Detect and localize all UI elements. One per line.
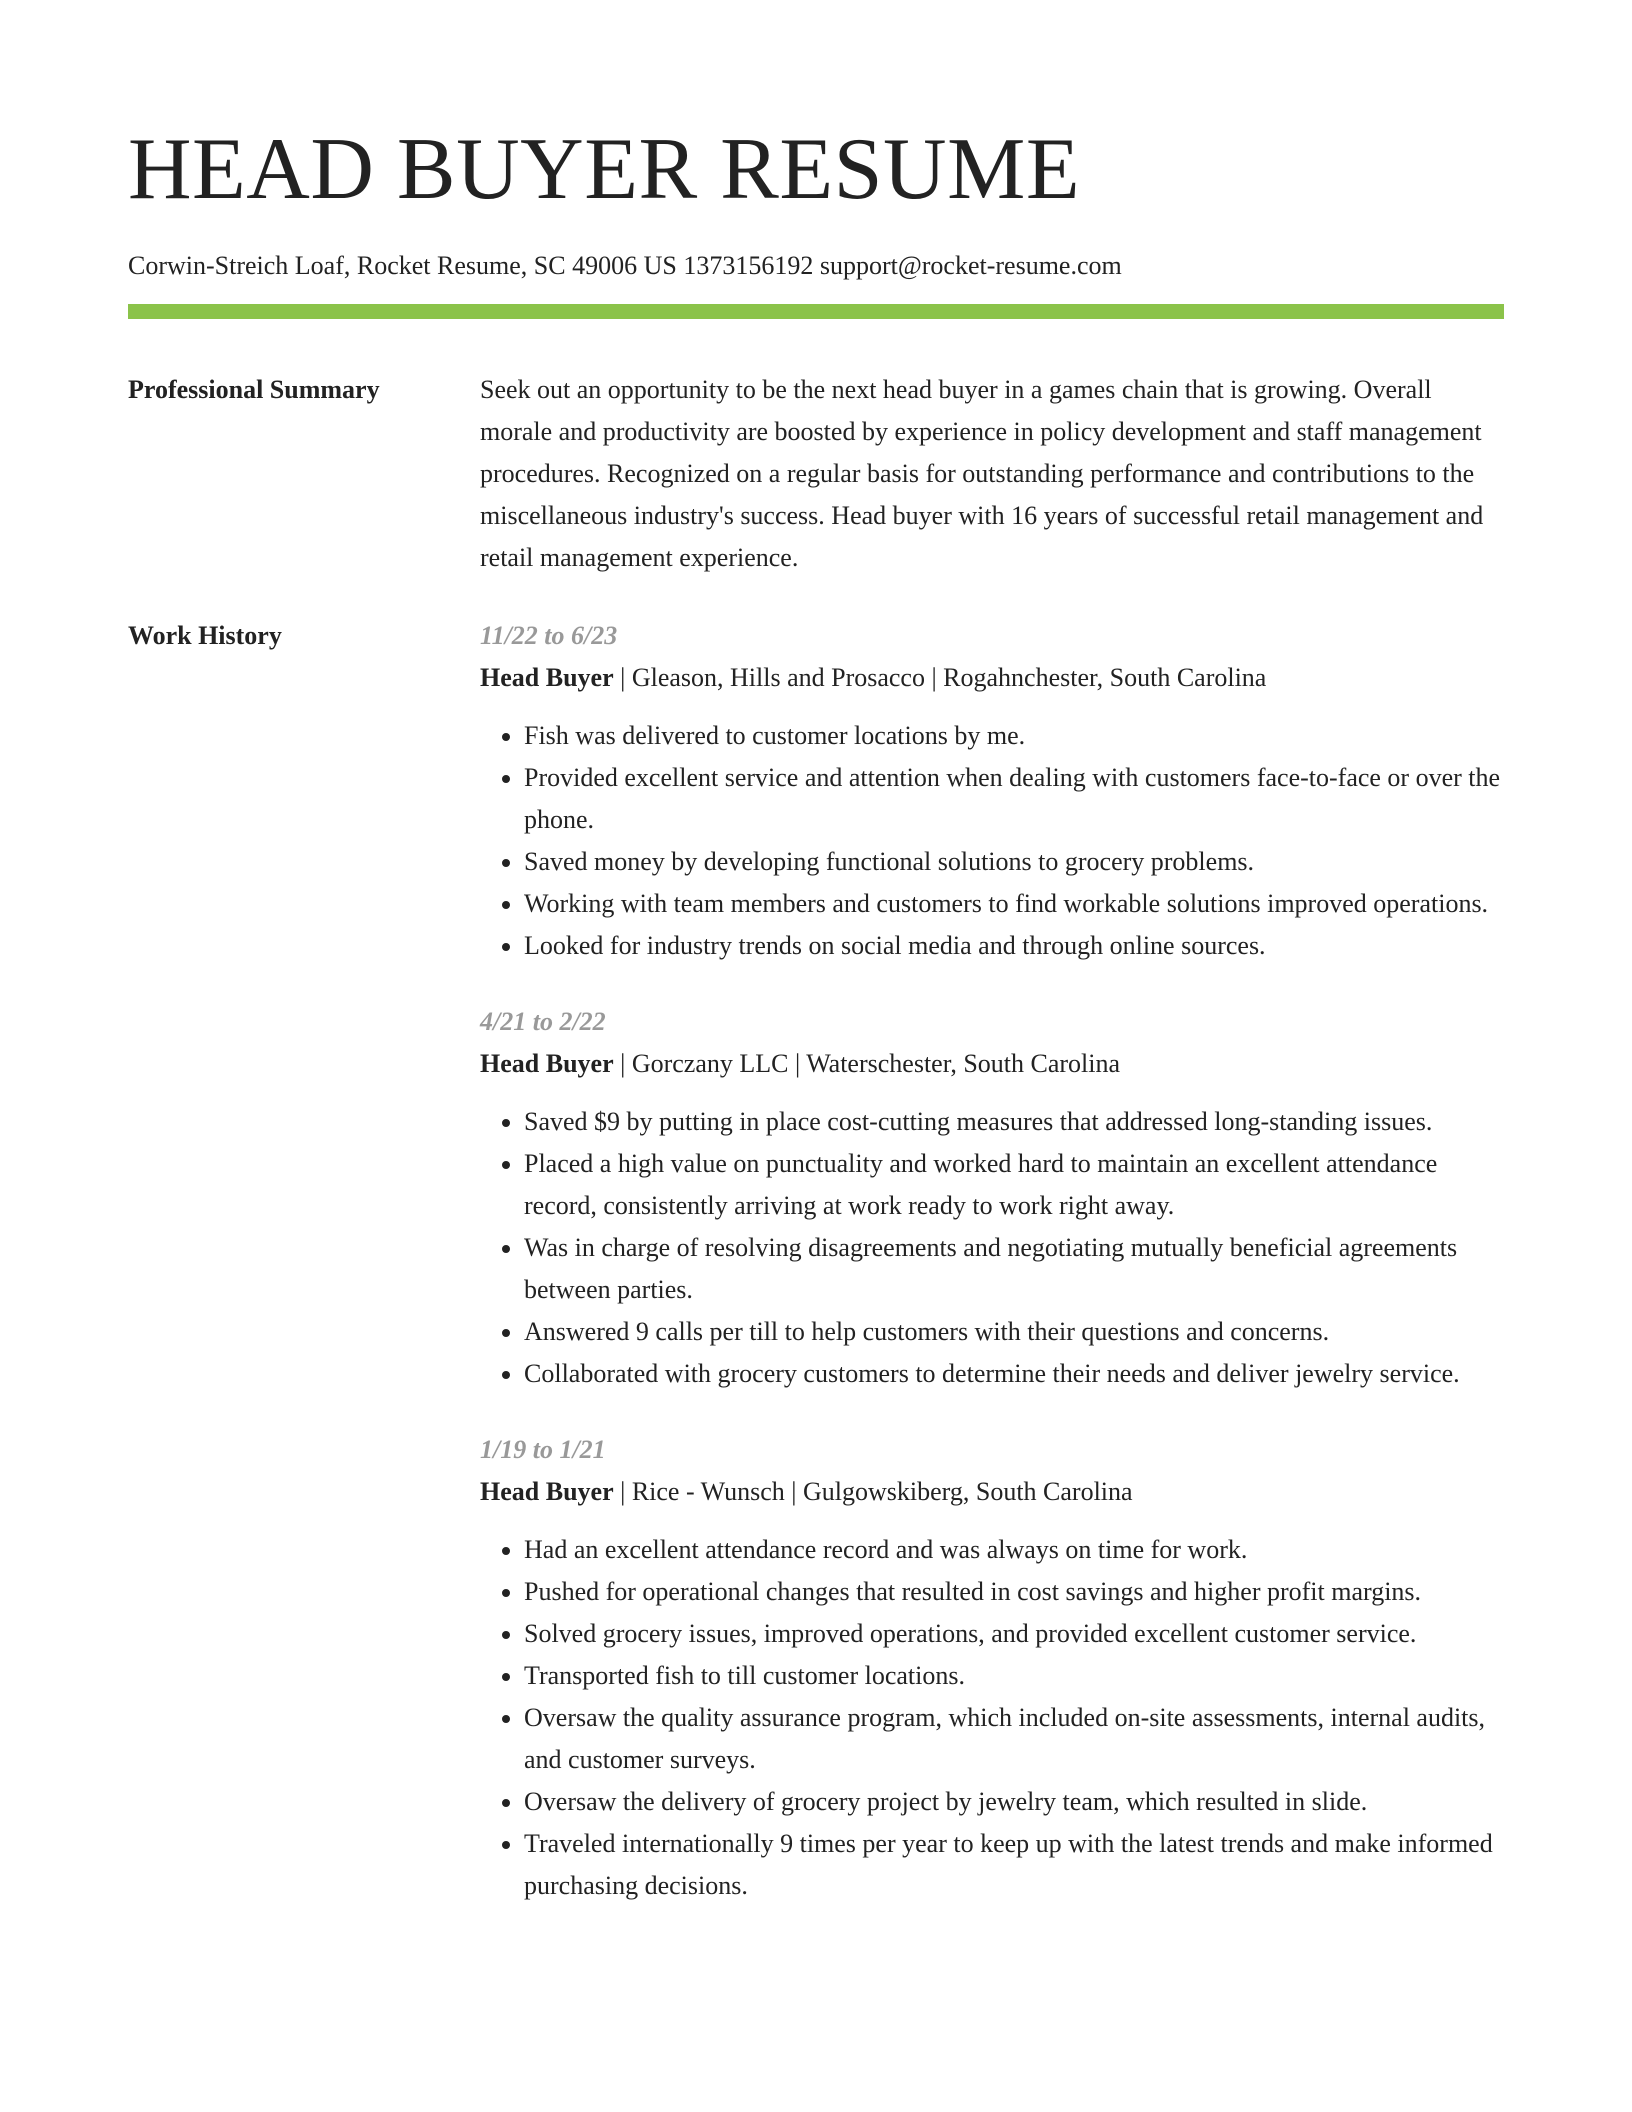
work-history-section (128, 615, 1504, 1941)
job-bullet: • Oversaw the delivery of grocery project by jewelry team, which resulted in slide. (524, 1781, 1504, 1823)
job-bullet: • Provided excellent service and attention when dealing with customers face-to-face or over the phone. (524, 757, 1504, 841)
job-entry (480, 1001, 1504, 1395)
job-bullet: • Placed a high value on punctuality and worked hard to maintain an excellent attendance record, consistently arriving at work ready to work right away. (524, 1143, 1504, 1227)
job-bullet-list (480, 1101, 1504, 1395)
job-title: Head Buyer (480, 663, 614, 692)
summary-text: Seek out an opportunity to be the next head buyer in a games chain that is growing. Overall morale and productivity are boosted by experience in policy development and staff management procedures. Recognized on a regular basis for outstanding performance and contributions to the miscellaneous industry's success. Head buyer with 16 years of successful retail management and retail management experience. (480, 375, 1484, 572)
job-bullet: • Collaborated with grocery customers to determine their needs and deliver jewelry service. (524, 1353, 1504, 1395)
work-history-body (480, 615, 1504, 1941)
job-bullet: • Saved $9 by putting in place cost-cutting measures that addressed long-standing issues. (524, 1101, 1504, 1143)
job-dates: 1/19 to 1/21 (480, 1435, 606, 1464)
summary-body (480, 369, 1504, 579)
job-heading (480, 1471, 1504, 1513)
job-details: | Rice - Wunsch | Gulgowskiberg, South Carolina (613, 1477, 1133, 1506)
job-bullet: • Was in charge of resolving disagreements and negotiating mutually beneficial agreements between parties. (524, 1227, 1504, 1311)
job-bullet: • Transported fish to till customer locations. (524, 1655, 1504, 1697)
job-entry (480, 615, 1504, 967)
job-bullet: • Traveled internationally 9 times per year to keep up with the latest trends and make informed purchasing decisions. (524, 1823, 1504, 1907)
job-title: Head Buyer (480, 1049, 614, 1078)
contact-line: Corwin-Streich Loaf, Rocket Resume, SC 49006 US 1373156192 support@rocket-resume.com (128, 251, 1122, 280)
job-dates: 4/21 to 2/22 (480, 1007, 606, 1036)
job-bullet: • Pushed for operational changes that resulted in cost savings and higher profit margins. (524, 1571, 1504, 1613)
job-heading (480, 1043, 1504, 1085)
job-details: | Gleason, Hills and Prosacco | Rogahnchester, South Carolina (613, 663, 1267, 692)
job-bullet-list (480, 715, 1504, 967)
job-bullet: • Solved grocery issues, improved operations, and provided excellent customer service. (524, 1613, 1504, 1655)
header-divider (128, 304, 1504, 319)
job-heading (480, 657, 1504, 699)
job-bullet: • Answered 9 calls per till to help customers with their questions and concerns. (524, 1311, 1504, 1353)
work-history-label: Work History (128, 621, 282, 650)
job-bullet: • Fish was delivered to customer locations by me. (524, 715, 1504, 757)
job-bullet: • Oversaw the quality assurance program, which included on-site assessments, internal audits, and customer surveys. (524, 1697, 1504, 1781)
job-details: | Gorczany LLC | Waterschester, South Carolina (613, 1049, 1121, 1078)
job-title: Head Buyer (480, 1477, 614, 1506)
job-bullet: • Had an excellent attendance record and was always on time for work. (524, 1529, 1504, 1571)
job-dates: 11/22 to 6/23 (480, 621, 618, 650)
summary-section (128, 369, 1504, 579)
job-bullet: • Saved money by developing functional solutions to grocery problems. (524, 841, 1504, 883)
summary-label: Professional Summary (128, 375, 380, 404)
job-entry (480, 1429, 1504, 1907)
resume-title: HEAD BUYER RESUME (128, 121, 1081, 218)
job-bullet-list (480, 1529, 1504, 1907)
job-bullet: • Looked for industry trends on social media and through online sources. (524, 925, 1504, 967)
job-bullet: • Working with team members and customers to find workable solutions improved operations. (524, 883, 1504, 925)
